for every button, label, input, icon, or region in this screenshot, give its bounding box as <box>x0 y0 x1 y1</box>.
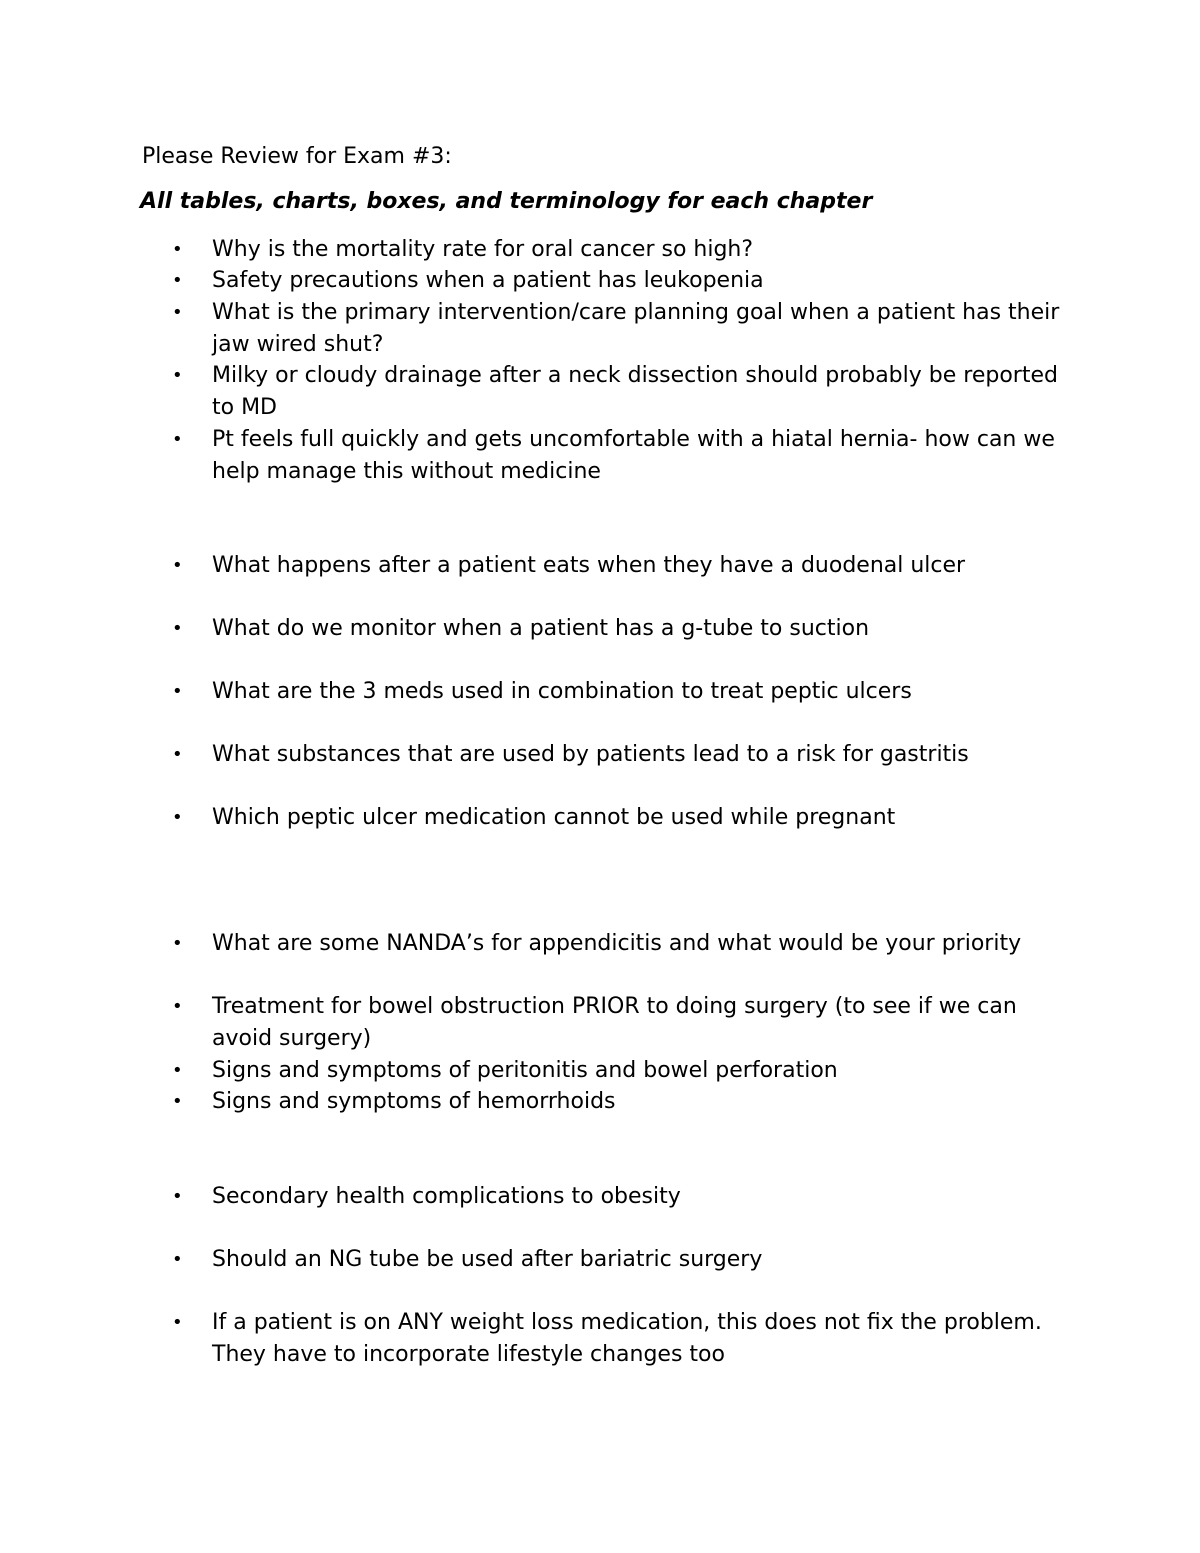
bullet-icon: • <box>172 807 183 828</box>
bullet-icon: • <box>172 1312 183 1333</box>
list-item-text: What are some NANDA’s for appendicitis and what would be your priority <box>212 931 1022 956</box>
list-item-text: Signs and symptoms of peritonitis and bowel perforation <box>212 1058 838 1083</box>
list-item-text: Should an NG tube be used after bariatric surgery <box>212 1247 763 1272</box>
bullet-icon: • <box>172 429 183 450</box>
bullet-icon: • <box>172 1186 183 1207</box>
list-item <box>172 676 1072 708</box>
list-item <box>172 1244 1072 1276</box>
list-item <box>172 739 1072 771</box>
list-item <box>172 550 1072 582</box>
bullet-icon: • <box>172 239 183 260</box>
bullet-icon: • <box>172 996 183 1017</box>
list-item <box>172 424 1072 487</box>
bullet-icon: • <box>172 365 183 386</box>
bullet-icon: • <box>172 933 183 954</box>
list-item-text: Milky or cloudy drainage after a neck dissection should probably be reported to MD <box>212 363 1058 420</box>
list-item-text: What do we monitor when a patient has a g-tube to suction <box>212 616 870 641</box>
list-item-text: Pt feels full quickly and gets uncomfortable with a hiatal hernia- how can we help manage this without medicine <box>212 427 1055 484</box>
list-item-text: What are the 3 meds used in combination to treat peptic ulcers <box>212 679 912 704</box>
list-item-text: Which peptic ulcer medication cannot be used while pregnant <box>212 805 896 830</box>
bullet-icon: • <box>172 681 183 702</box>
bullet-icon: • <box>172 744 183 765</box>
list-item <box>172 613 1072 645</box>
list-item <box>172 265 1072 297</box>
bullet-icon: • <box>172 270 183 291</box>
list-item <box>172 360 1072 423</box>
list-item-text: What is the primary intervention/care planning goal when a patient has their jaw wired shut? <box>212 300 1060 357</box>
list-item-text: Treatment for bowel obstruction PRIOR to doing surgery (to see if we can avoid surgery) <box>212 994 1017 1051</box>
list-item <box>172 1055 1072 1087</box>
list-item <box>172 1181 1072 1213</box>
review-subheading: All tables, charts, boxes, and terminology for each chapter <box>140 189 873 214</box>
list-item-text: If a patient is on ANY weight loss medication, this does not fix the problem. They have to incorporate lifestyle changes too <box>212 1310 1042 1367</box>
list-item-text: What happens after a patient eats when they have a duodenal ulcer <box>212 553 966 578</box>
bullet-icon: • <box>172 1060 183 1081</box>
list-item-text: Signs and symptoms of hemorrhoids <box>212 1089 616 1114</box>
list-item-text: Why is the mortality rate for oral cancer so high? <box>212 237 754 262</box>
list-item <box>172 1307 1072 1370</box>
list-item <box>172 991 1072 1054</box>
list-item <box>172 802 1072 834</box>
list-item <box>172 928 1072 960</box>
list-item <box>172 297 1072 360</box>
bullet-icon: • <box>172 555 183 576</box>
bullet-icon: • <box>172 618 183 639</box>
bullet-icon: • <box>172 302 183 323</box>
list-item <box>172 234 1072 266</box>
page-title: Please Review for Exam #3: <box>142 144 452 169</box>
bullet-icon: • <box>172 1249 183 1270</box>
list-item-text: Safety precautions when a patient has leukopenia <box>212 268 764 293</box>
list-item-text: What substances that are used by patients lead to a risk for gastritis <box>212 742 969 767</box>
list-item-text: Secondary health complications to obesity <box>212 1184 681 1209</box>
list-item <box>172 1086 1072 1118</box>
bullet-icon: • <box>172 1091 183 1112</box>
